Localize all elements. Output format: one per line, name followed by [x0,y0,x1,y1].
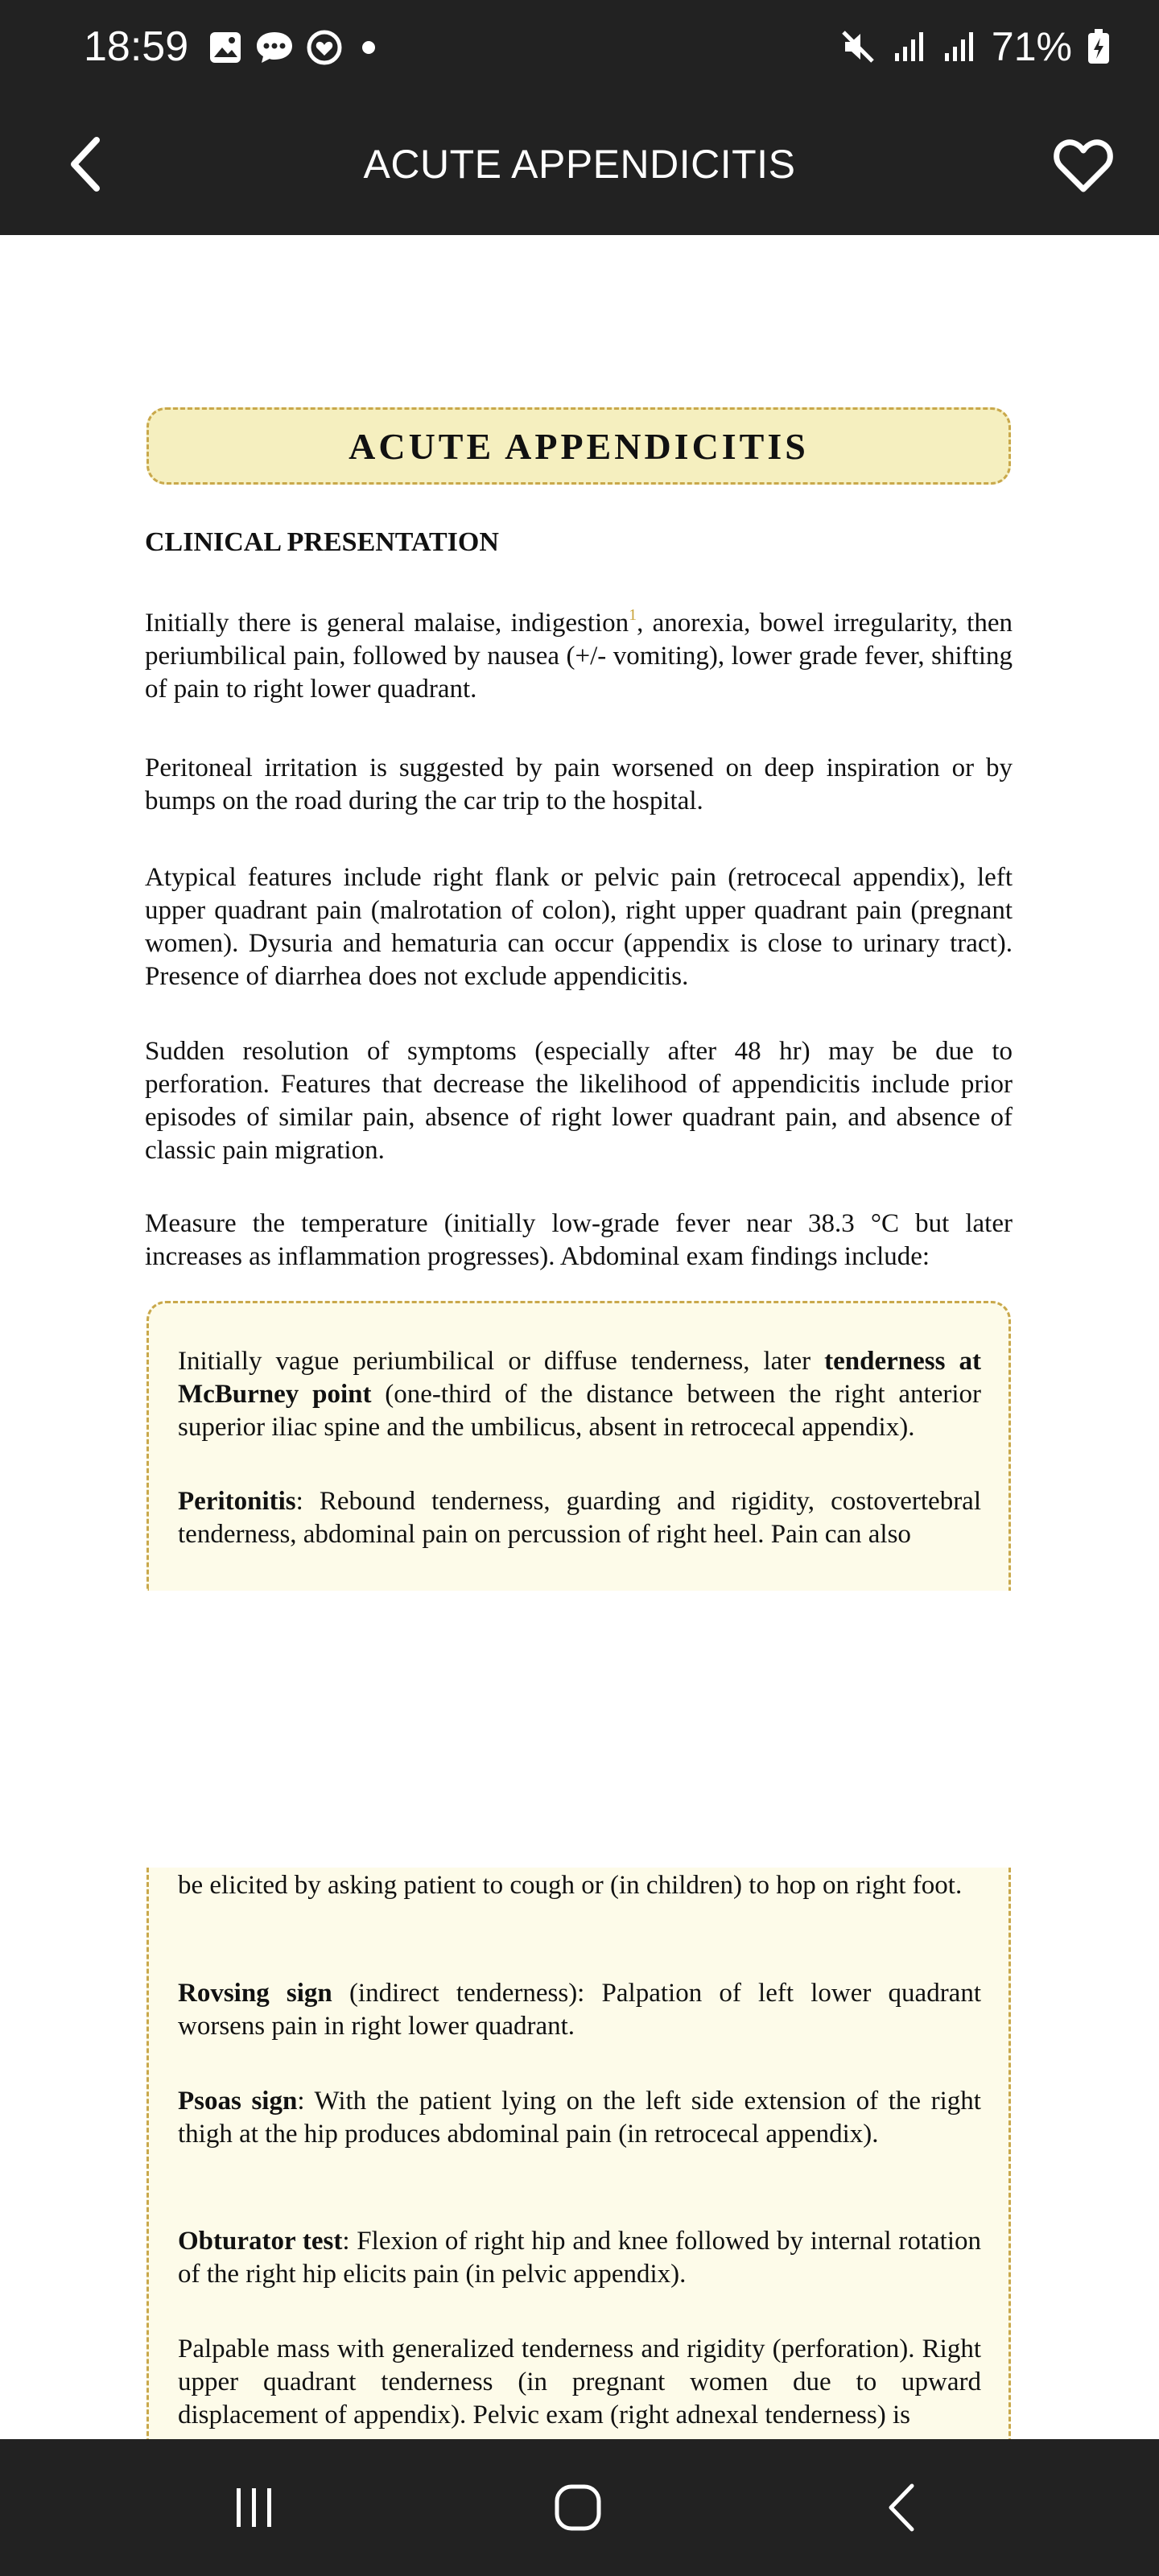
exam-findings-box-continued [146,1868,1011,2439]
finding-peritonitis-continued: be elicited by asking patient to cough or (in children) to hop on right foot. [178,1871,963,1900]
footnote-link[interactable]: 1 [629,606,637,624]
paragraph-1: Initially there is general malaise, indigestion$^1$, anorexia, bowel irregularity, then periumbilical pain, followed by nausea (+/- vomiting), lower grade fever, shifting of pain to right lower quadrant. [145,606,1013,704]
finding-rovsing-sign: Rovsing sign (indirect tenderness): Palpation of left lower quadrant worsens pain in right lower quadrant. [178,1979,981,2041]
battery-icon [1087,28,1111,65]
paragraph-4: Sudden resolution of symptoms (especially after 48 hr) may be due to perforation. Features that decrease the likelihood of appendicitis include prior episodes of similar pain, absence of right lower quadrant pain, and absence of classic pain migration. [145,1037,1013,1165]
signal-icon [942,29,977,64]
mute-icon [839,27,877,66]
finding-obturator-test: Obturator test: Flexion of right hip and knee followed by internal rotation of the right hip elicits pain (in pelvic appendix). [178,2227,981,2289]
page-title: ACUTE APPENDICITIS [363,142,796,187]
recents-icon [230,2483,278,2532]
finding-peritonitis: Peritonitis: Rebound tenderness, guarding and rigidity, costovertebral tenderness, abdominal pain on percussion of right heel. Pain can also [178,1487,981,1549]
gallery-icon [208,30,243,65]
status-time: 18:59 [84,23,189,70]
chat-icon [254,30,295,65]
dot-icon [362,41,375,54]
nav-back-button[interactable] [847,2467,959,2548]
finding-mcburney: Initially vague periumbilical or diffuse tenderness, later tenderness at McBurney point (one-third of the distance between the right anterior superior iliac spine and the umbilicus, absent in retrocecal appendix). [178,1347,982,1442]
signal-icon [892,29,927,64]
paragraph-3: Atypical features include right flank or pelvic pain (retrocecal appendix), left upper quadrant pain (malrotation of colon), right upper quadrant pain (pregnant women). Dysuria and hematuria can occur (appendix is close to urinary tract). Presence of diarrhea does not exclude appendicitis. [145,863,1013,991]
recents-button[interactable] [198,2467,311,2548]
document-view[interactable] [0,235,1159,2439]
paragraph-2: Peritoneal irritation is suggested by pain worsened on deep inspiration or by bumps on the road during the car trip to the hospital. [145,753,1013,815]
home-button[interactable] [522,2467,634,2548]
status-bar [0,0,1159,93]
paragraph-5: Measure the temperature (initially low-grade fever near 38.3 °C but later increases as inflammation progresses). Abdominal exam findings include: [145,1209,1013,1271]
notification-icons [208,29,375,66]
back-icon [883,2481,923,2534]
document-title: ACUTE APPENDICITIS [146,407,1011,485]
section-heading: CLINICAL PRESENTATION [145,527,499,557]
app-bar [0,93,1159,235]
system-status-icons [839,19,1111,74]
smart-icon [306,29,343,66]
navigation-bar [0,2439,1159,2576]
battery-percent: 71% [991,24,1072,69]
finding-palpable-mass: Palpable mass with generalized tenderness and rigidity (perforation). Right upper quadrant tenderness (in pregnant women due to upward displacement of appendix). Pelvic exam (right adnexal tenderness) is [178,2334,981,2429]
heart-outline-icon [1053,138,1114,194]
finding-psoas-sign: Psoas sign: With the patient lying on the left side extension of the right thigh at the hip produces abdominal pain (in retrocecal appendix). [178,2087,981,2149]
home-icon [552,2482,604,2533]
exam-findings-box [146,1301,1011,1591]
favorite-button[interactable] [1040,122,1127,209]
